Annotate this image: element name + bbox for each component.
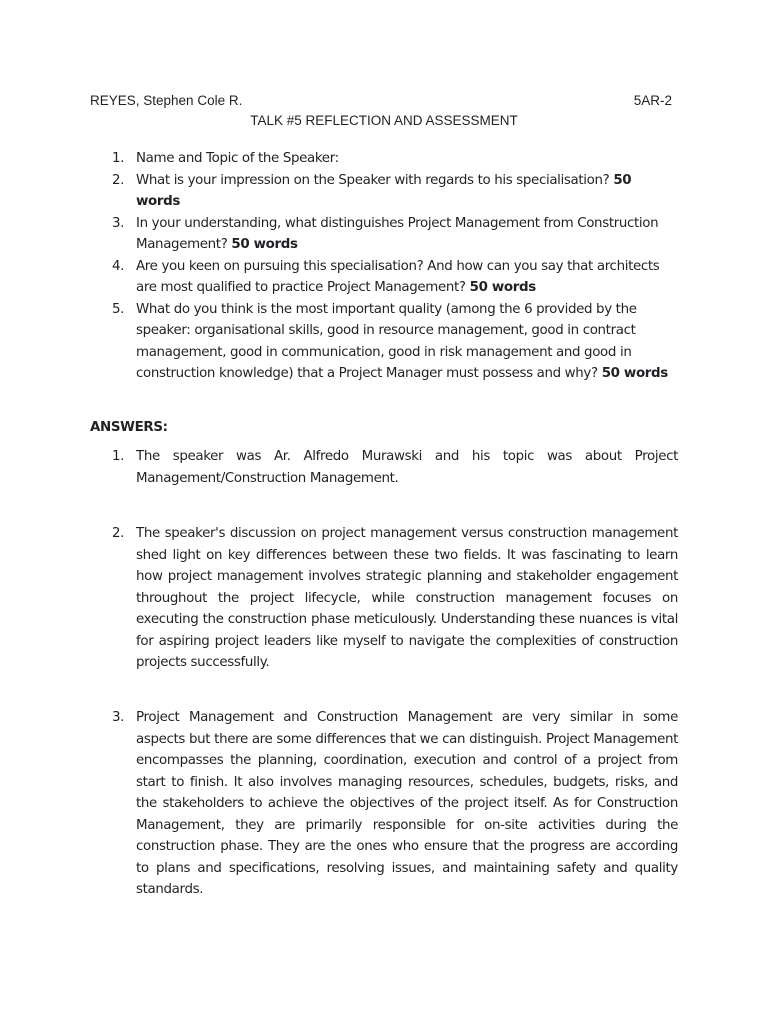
question-item: [90, 170, 678, 213]
question-item: [90, 299, 678, 385]
questions-list: [90, 148, 678, 385]
question-number: 4.: [112, 258, 125, 274]
answer-number: 1.: [112, 449, 125, 464]
document-header: [90, 93, 672, 109]
answer-item: [90, 707, 678, 901]
word-count-requirement: 50 words: [469, 280, 536, 295]
answers-list: [90, 523, 678, 674]
question-item: [90, 148, 678, 170]
word-count-requirement: 50 words: [231, 237, 298, 252]
answer-text: Project Management and Construction Management are very similar in some aspects but there are some differences that we can distinguish. Project Management encompasses the planning, coordination, execution and control of a project from start to finish. It also involves managing resources, schedules, budgets, risks, and the stakeholders to achieve the objectives of the project itself. As for Construction Management, they are primarily responsible for on-site activities during the construction phase. They are the ones who ensure that the progress are according to plans and specifications, resolving issues, and maintaining safety and quality standards.: [136, 710, 678, 897]
question-number: 5.: [112, 301, 125, 317]
answers-heading: ANSWERS:: [90, 420, 168, 435]
answer-number: 2.: [112, 526, 125, 541]
section-code: 5AR-2: [633, 93, 672, 108]
question-number: 1.: [112, 151, 125, 166]
question-text: What do you think is the most important quality (among the 6 provided by the speaker: organisational skills, good in resource management, good in contract management, good in communication, good in risk management and good in construction knowledge) that a Project Manager must possess and why?: [136, 301, 637, 381]
document-title: TALK #5 REFLECTION AND ASSESSMENT: [250, 113, 518, 128]
question-number: 3.: [112, 215, 125, 231]
question-text: Name and Topic of the Speaker:: [136, 151, 339, 166]
student-name: REYES, Stephen Cole R.: [90, 93, 243, 108]
question-item: [90, 256, 678, 299]
answer-text: The speaker was Ar. Alfredo Murawski and his topic was about Project Management/Construction Management.: [136, 449, 678, 486]
word-count-requirement: 50 words: [136, 172, 632, 209]
question-text: Are you keen on pursuing this specialisation? And how can you say that architects are most qualified to practice Project Management?: [136, 258, 660, 295]
word-count-requirement: 50 words: [601, 366, 668, 381]
question-text: What is your impression on the Speaker with regards to his specialisation?: [136, 172, 610, 188]
question-item: [90, 213, 678, 256]
answers-list: [90, 707, 678, 901]
question-text: In your understanding, what distinguishes Project Management from Construction Management?: [136, 215, 659, 252]
question-number: 2.: [112, 172, 125, 188]
answers-list: [90, 446, 678, 489]
answer-number: 3.: [112, 710, 125, 725]
answer-item: [90, 523, 678, 674]
answer-text: The speaker's discussion on project management versus construction management shed light on key differences between these two fields. It was fascinating to learn how project management involves strategic planning and stakeholder engagement throughout the project lifecycle, while construction management focuses on executing the construction phase meticulously. Understanding these nuances is vital for aspiring project leaders like myself to navigate the complexities of construction projects successfully.: [136, 526, 678, 670]
answer-item: [90, 446, 678, 489]
